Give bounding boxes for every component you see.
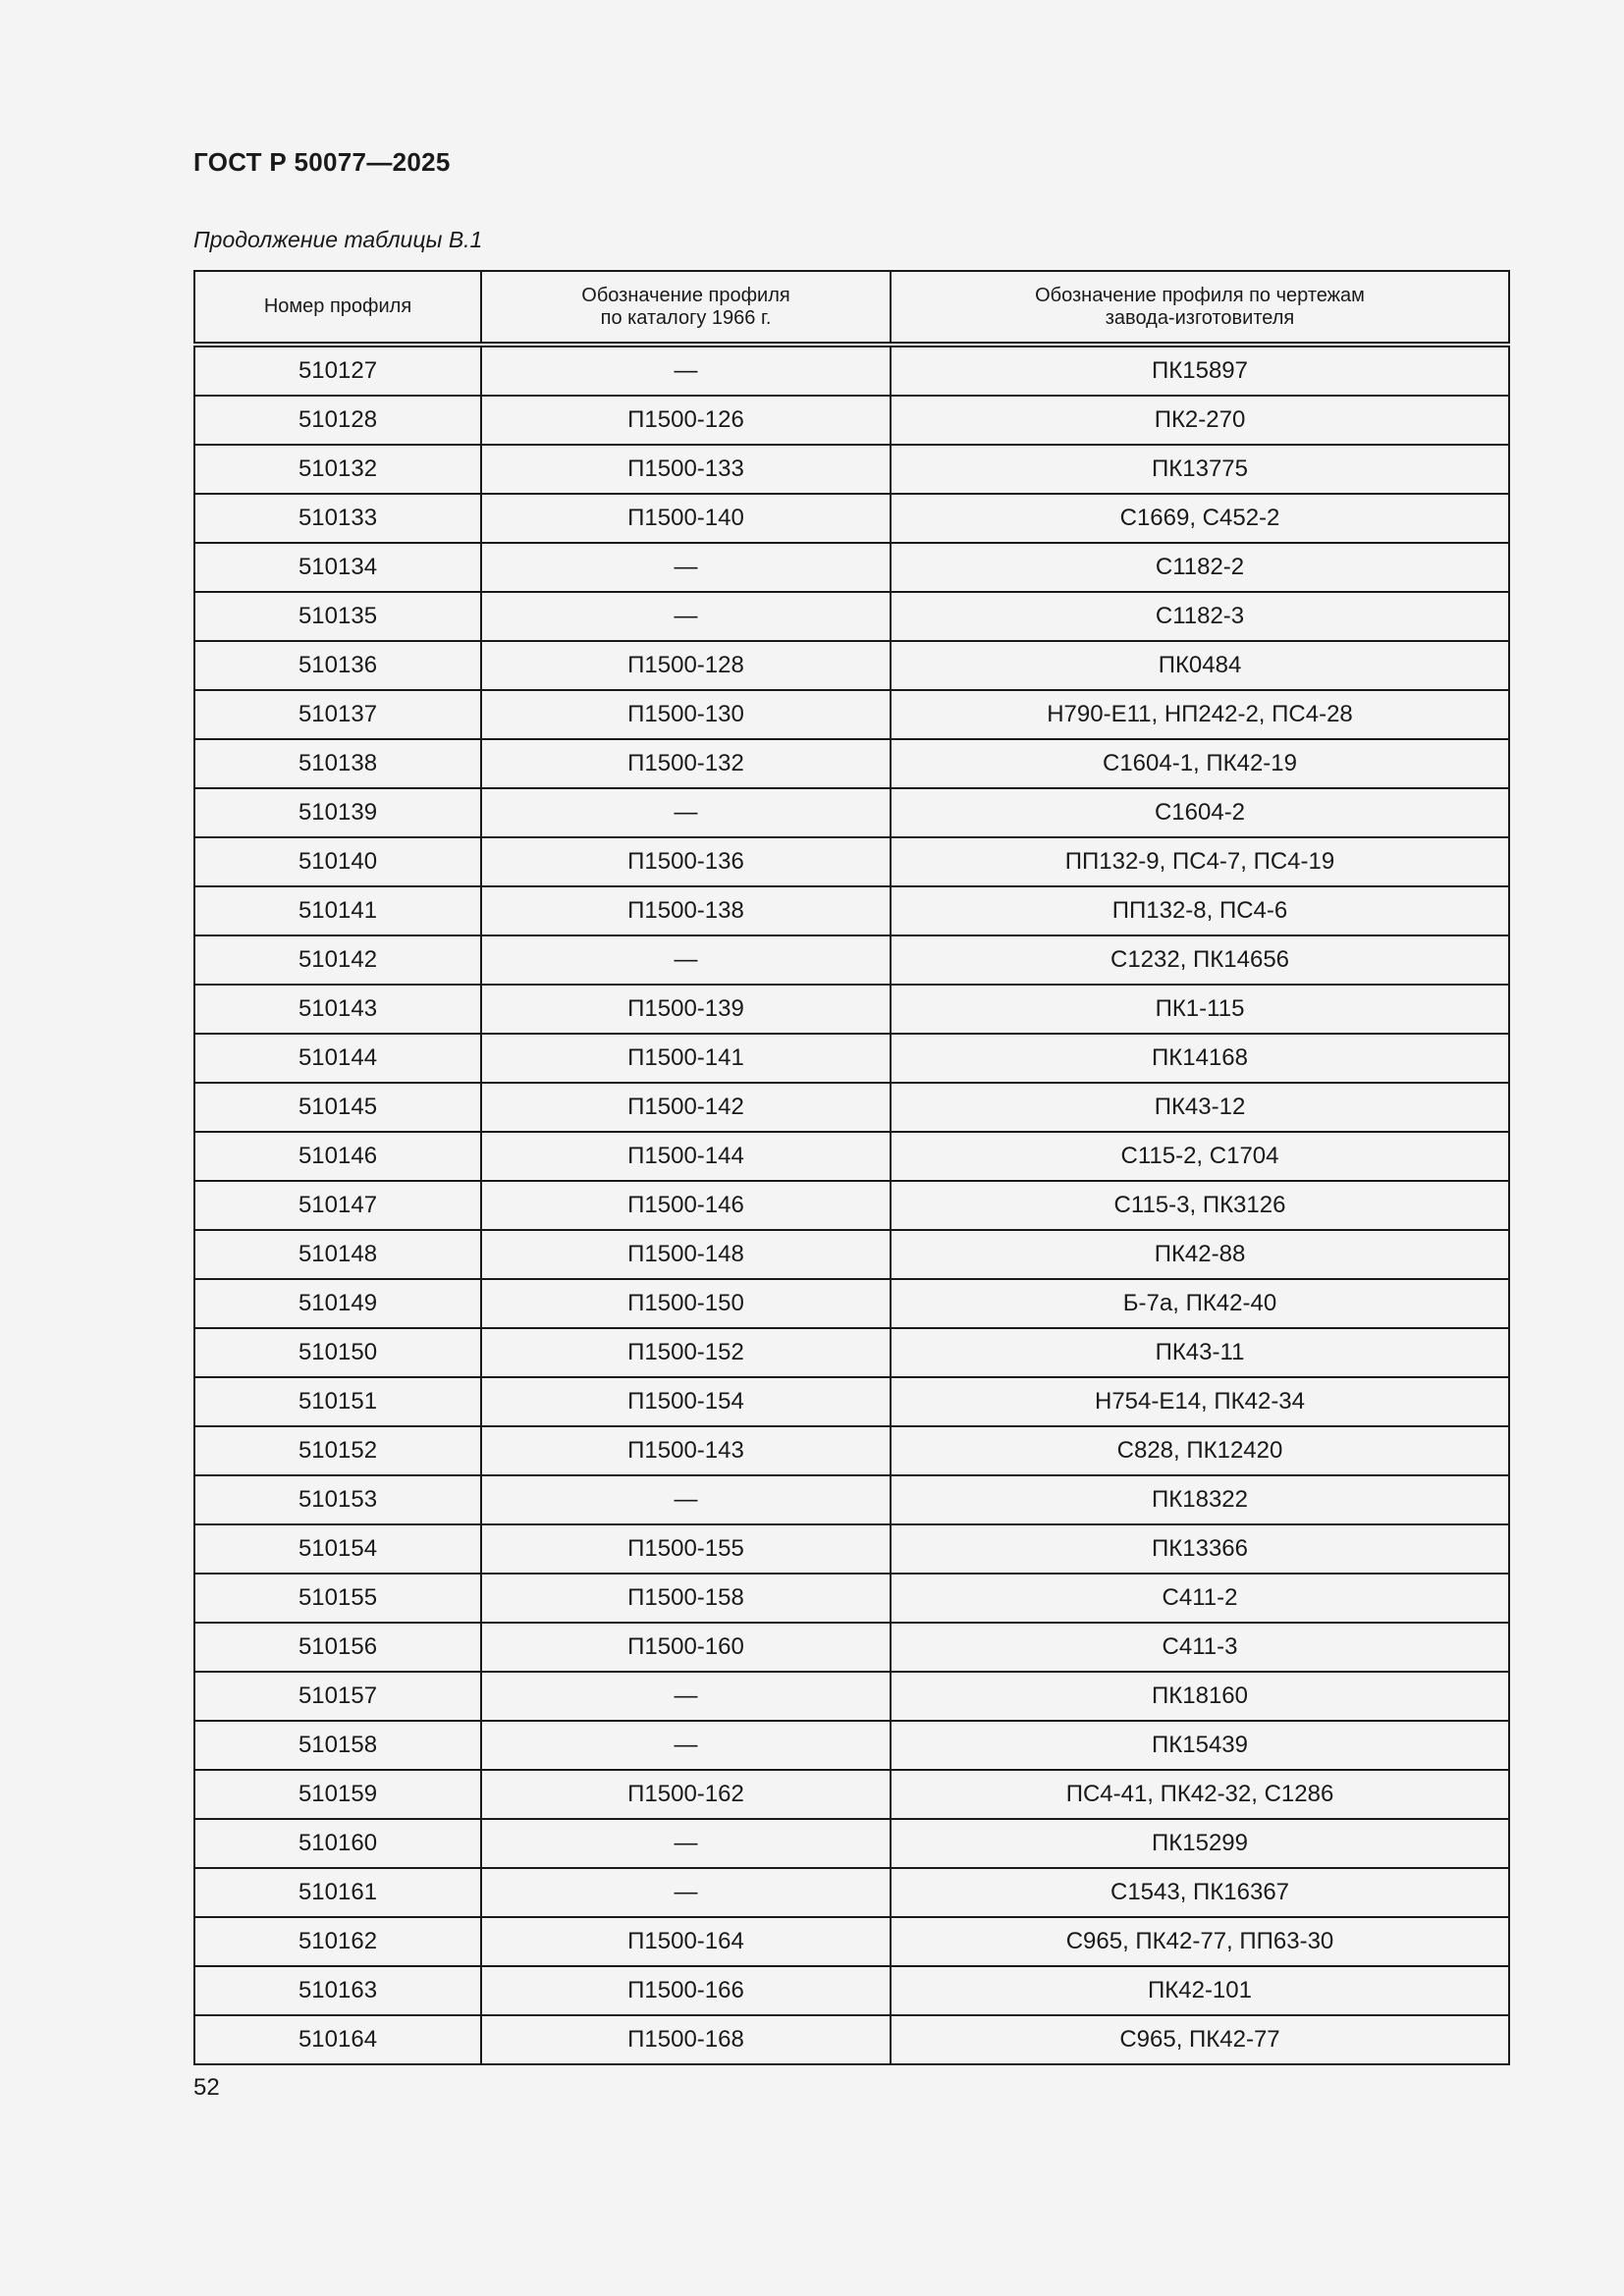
table-row xyxy=(194,1917,1509,1966)
cell-factory-drawing: ПК2-270 xyxy=(891,396,1509,445)
cell-catalog-1966: П1500-132 xyxy=(481,739,891,788)
table-row xyxy=(194,1672,1509,1721)
table-row xyxy=(194,739,1509,788)
cell-profile-number: 510135 xyxy=(194,592,481,641)
table-row xyxy=(194,1279,1509,1328)
cell-profile-number: 510163 xyxy=(194,1966,481,2015)
table-row xyxy=(194,1377,1509,1426)
table-row xyxy=(194,641,1509,690)
page-number: 52 xyxy=(193,2074,220,2101)
cell-profile-number: 510134 xyxy=(194,543,481,592)
cell-profile-number: 510153 xyxy=(194,1475,481,1524)
cell-factory-drawing: ПК0484 xyxy=(891,641,1509,690)
cell-profile-number: 510152 xyxy=(194,1426,481,1475)
cell-profile-number: 510137 xyxy=(194,690,481,739)
cell-catalog-1966: П1500-150 xyxy=(481,1279,891,1328)
cell-catalog-1966: П1500-130 xyxy=(481,690,891,739)
cell-catalog-1966: П1500-155 xyxy=(481,1524,891,1574)
cell-factory-drawing: ПК13366 xyxy=(891,1524,1509,1574)
table-row xyxy=(194,345,1509,396)
cell-profile-number: 510132 xyxy=(194,445,481,494)
cell-factory-drawing: ПП132-9, ПС4-7, ПС4-19 xyxy=(891,837,1509,886)
cell-catalog-1966: П1500-139 xyxy=(481,985,891,1034)
table-row xyxy=(194,1230,1509,1279)
cell-factory-drawing: ПК14168 xyxy=(891,1034,1509,1083)
cell-catalog-1966: П1500-160 xyxy=(481,1623,891,1672)
cell-profile-number: 510160 xyxy=(194,1819,481,1868)
cell-factory-drawing: С411-2 xyxy=(891,1574,1509,1623)
cell-profile-number: 510157 xyxy=(194,1672,481,1721)
cell-catalog-1966: — xyxy=(481,1475,891,1524)
cell-profile-number: 510146 xyxy=(194,1132,481,1181)
table-row xyxy=(194,2015,1509,2064)
column-header-catalog-1966: Обозначение профиля по каталогу 1966 г. xyxy=(481,271,891,345)
cell-catalog-1966: — xyxy=(481,1819,891,1868)
cell-profile-number: 510154 xyxy=(194,1524,481,1574)
cell-catalog-1966: П1500-133 xyxy=(481,445,891,494)
cell-profile-number: 510147 xyxy=(194,1181,481,1230)
cell-profile-number: 510164 xyxy=(194,2015,481,2064)
cell-profile-number: 510162 xyxy=(194,1917,481,1966)
cell-catalog-1966: П1500-148 xyxy=(481,1230,891,1279)
table-row xyxy=(194,592,1509,641)
cell-catalog-1966: П1500-168 xyxy=(481,2015,891,2064)
cell-catalog-1966: — xyxy=(481,788,891,837)
table-row xyxy=(194,886,1509,935)
cell-profile-number: 510155 xyxy=(194,1574,481,1623)
cell-profile-number: 510156 xyxy=(194,1623,481,1672)
column-header-factory-drawing: Обозначение профиля по чертежам завода-изготовителя xyxy=(891,271,1509,345)
table-row xyxy=(194,1966,1509,2015)
cell-profile-number: 510140 xyxy=(194,837,481,886)
cell-factory-drawing: ПК18322 xyxy=(891,1475,1509,1524)
cell-profile-number: 510133 xyxy=(194,494,481,543)
profiles-table xyxy=(193,270,1510,2065)
cell-catalog-1966: — xyxy=(481,592,891,641)
cell-factory-drawing: ПК18160 xyxy=(891,1672,1509,1721)
cell-catalog-1966: П1500-164 xyxy=(481,1917,891,1966)
cell-catalog-1966: П1500-140 xyxy=(481,494,891,543)
cell-factory-drawing: ПК42-88 xyxy=(891,1230,1509,1279)
cell-profile-number: 510161 xyxy=(194,1868,481,1917)
table-row xyxy=(194,1475,1509,1524)
table-row xyxy=(194,494,1509,543)
cell-profile-number: 510149 xyxy=(194,1279,481,1328)
table-row xyxy=(194,1083,1509,1132)
cell-factory-drawing: С1543, ПК16367 xyxy=(891,1868,1509,1917)
cell-profile-number: 510141 xyxy=(194,886,481,935)
cell-catalog-1966: П1500-162 xyxy=(481,1770,891,1819)
cell-profile-number: 510136 xyxy=(194,641,481,690)
cell-factory-drawing: С1604-1, ПК42-19 xyxy=(891,739,1509,788)
cell-factory-drawing: С965, ПК42-77 xyxy=(891,2015,1509,2064)
table-row xyxy=(194,788,1509,837)
cell-catalog-1966: П1500-128 xyxy=(481,641,891,690)
table-row xyxy=(194,837,1509,886)
cell-factory-drawing: С1669, С452-2 xyxy=(891,494,1509,543)
cell-factory-drawing: С115-3, ПК3126 xyxy=(891,1181,1509,1230)
cell-profile-number: 510159 xyxy=(194,1770,481,1819)
cell-catalog-1966: — xyxy=(481,1672,891,1721)
cell-catalog-1966: — xyxy=(481,935,891,985)
table-row xyxy=(194,1868,1509,1917)
table-row xyxy=(194,396,1509,445)
table-row xyxy=(194,1034,1509,1083)
cell-factory-drawing: Б-7а, ПК42-40 xyxy=(891,1279,1509,1328)
table-row xyxy=(194,1770,1509,1819)
table-header-row xyxy=(194,271,1509,345)
cell-catalog-1966: — xyxy=(481,1868,891,1917)
cell-factory-drawing: ПС4-41, ПК42-32, С1286 xyxy=(891,1770,1509,1819)
cell-profile-number: 510151 xyxy=(194,1377,481,1426)
cell-factory-drawing: ПП132-8, ПС4-6 xyxy=(891,886,1509,935)
cell-factory-drawing: ПК15439 xyxy=(891,1721,1509,1770)
cell-profile-number: 510144 xyxy=(194,1034,481,1083)
cell-catalog-1966: П1500-152 xyxy=(481,1328,891,1377)
cell-factory-drawing: С115-2, С1704 xyxy=(891,1132,1509,1181)
cell-profile-number: 510142 xyxy=(194,935,481,985)
cell-factory-drawing: ПК43-11 xyxy=(891,1328,1509,1377)
cell-catalog-1966: — xyxy=(481,345,891,396)
cell-catalog-1966: П1500-143 xyxy=(481,1426,891,1475)
cell-factory-drawing: ПК1-115 xyxy=(891,985,1509,1034)
table-row xyxy=(194,985,1509,1034)
cell-catalog-1966: П1500-126 xyxy=(481,396,891,445)
cell-catalog-1966: П1500-166 xyxy=(481,1966,891,2015)
cell-catalog-1966: П1500-154 xyxy=(481,1377,891,1426)
table-row xyxy=(194,1328,1509,1377)
cell-factory-drawing: ПК15299 xyxy=(891,1819,1509,1868)
cell-catalog-1966: — xyxy=(481,1721,891,1770)
cell-profile-number: 510150 xyxy=(194,1328,481,1377)
cell-factory-drawing: С411-3 xyxy=(891,1623,1509,1672)
document-title: ГОСТ Р 50077—2025 xyxy=(193,147,451,177)
table-row xyxy=(194,1574,1509,1623)
cell-factory-drawing: ПК13775 xyxy=(891,445,1509,494)
cell-profile-number: 510138 xyxy=(194,739,481,788)
table-row xyxy=(194,1524,1509,1574)
cell-profile-number: 510139 xyxy=(194,788,481,837)
cell-catalog-1966: П1500-158 xyxy=(481,1574,891,1623)
cell-factory-drawing: Н754-Е14, ПК42-34 xyxy=(891,1377,1509,1426)
cell-factory-drawing: С1182-2 xyxy=(891,543,1509,592)
cell-factory-drawing: ПК15897 xyxy=(891,345,1509,396)
cell-profile-number: 510145 xyxy=(194,1083,481,1132)
cell-factory-drawing: С828, ПК12420 xyxy=(891,1426,1509,1475)
cell-factory-drawing: С965, ПК42-77, ПП63-30 xyxy=(891,1917,1509,1966)
table-row xyxy=(194,1426,1509,1475)
cell-factory-drawing: С1182-3 xyxy=(891,592,1509,641)
cell-catalog-1966: — xyxy=(481,543,891,592)
cell-catalog-1966: П1500-141 xyxy=(481,1034,891,1083)
table-row xyxy=(194,1623,1509,1672)
table-caption: Продолжение таблицы В.1 xyxy=(193,227,483,252)
cell-factory-drawing: Н790-Е11, НП242-2, ПС4-28 xyxy=(891,690,1509,739)
table-row xyxy=(194,1819,1509,1868)
table-row xyxy=(194,445,1509,494)
cell-catalog-1966: П1500-146 xyxy=(481,1181,891,1230)
column-header-profile-number: Номер профиля xyxy=(194,271,481,345)
cell-profile-number: 510143 xyxy=(194,985,481,1034)
cell-factory-drawing: С1604-2 xyxy=(891,788,1509,837)
table-row xyxy=(194,1132,1509,1181)
cell-profile-number: 510158 xyxy=(194,1721,481,1770)
cell-profile-number: 510127 xyxy=(194,345,481,396)
cell-factory-drawing: С1232, ПК14656 xyxy=(891,935,1509,985)
cell-factory-drawing: ПК42-101 xyxy=(891,1966,1509,2015)
table-row xyxy=(194,543,1509,592)
cell-catalog-1966: П1500-138 xyxy=(481,886,891,935)
cell-catalog-1966: П1500-144 xyxy=(481,1132,891,1181)
cell-catalog-1966: П1500-136 xyxy=(481,837,891,886)
table-body xyxy=(194,345,1509,2064)
table-row xyxy=(194,690,1509,739)
table-row xyxy=(194,935,1509,985)
cell-catalog-1966: П1500-142 xyxy=(481,1083,891,1132)
table-row xyxy=(194,1721,1509,1770)
table-row xyxy=(194,1181,1509,1230)
cell-factory-drawing: ПК43-12 xyxy=(891,1083,1509,1132)
cell-profile-number: 510148 xyxy=(194,1230,481,1279)
cell-profile-number: 510128 xyxy=(194,396,481,445)
